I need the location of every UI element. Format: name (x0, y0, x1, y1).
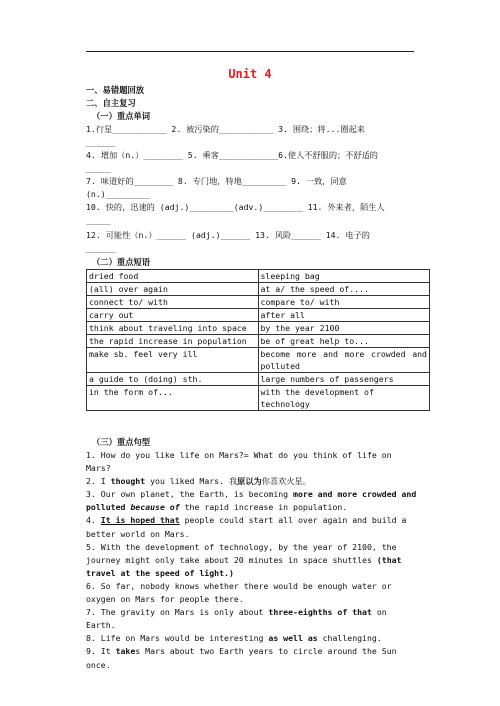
sentence-9-highlight: take (115, 646, 136, 657)
sentences-block (86, 449, 418, 672)
table-row (87, 296, 430, 309)
vocab-line: ______ (86, 243, 116, 253)
phrase-cell: with the development of technology (258, 386, 430, 411)
sentence-9: 9. It takes Mars about two Earth years to circle around the Sun once. (86, 646, 397, 670)
sentence-8-highlight: as well as (268, 633, 318, 644)
phrase-cell: carry out (87, 309, 259, 322)
section-mistake-review: 一、易错题回放 (86, 85, 145, 95)
subsection-key-sentences: （三）重点句型 (92, 437, 151, 447)
phrase-cell: (all) over again (87, 283, 259, 296)
vocab-line: _____ (86, 215, 111, 225)
phrase-cell: think about traveling into space (87, 322, 259, 335)
sentence-3-highlight: more and more crowded and polluted (86, 489, 417, 513)
phrase-cell: the rapid increase in population (87, 335, 259, 348)
sentence-2: 2. I thought you liked Mars. 我原以为你喜欢火星。 (86, 476, 311, 487)
vocab-line: 7. 味道好的________ 8. 专门地，特地_________ 9. 一致，同意 (86, 176, 347, 186)
phrase-cell: sleeping bag (258, 270, 430, 283)
vocab-line: 10. 快的，迅速的 (adj.)_________(adv.)________ 11. 外来者，陌生人 (86, 202, 385, 212)
phrase-cell: a guide to (doing) sth. (87, 373, 259, 386)
subsection-key-phrases: （二）重点短语 (92, 257, 151, 267)
phrases-table (86, 269, 430, 411)
sentence-7: 7. The gravity on Mars is only about three-eighths of that on Earth. (86, 607, 387, 631)
sentence-4-highlight: It is hoped that (100, 515, 180, 526)
phrase-cell: in the form of... (87, 386, 259, 411)
phrase-cell: become more and more crowded and polluted (258, 348, 430, 373)
phrase-cell: dried food (87, 270, 259, 283)
phrase-cell: make sb. feel very ill (87, 348, 259, 373)
vocab-line: (n.)_________ (86, 189, 151, 199)
sentence-2-highlight: thought (110, 476, 146, 487)
section-self-review: 二、自主复习 (86, 98, 136, 108)
sentence-1: 1. How do you like life on Mars?= What do you think of life on Mars? (86, 450, 392, 474)
vocab-line: _____ (86, 163, 111, 173)
table-row (87, 270, 430, 283)
phrase-cell: connect to/ with (87, 296, 259, 309)
vocab-line: 12. 可能性（n.）______ (adj.)______ 13. 风险______ 14. 电子的 (86, 230, 370, 240)
table-row (87, 322, 430, 335)
phrase-cell: be of great help to... (258, 335, 430, 348)
vocab-line: ______ (86, 137, 116, 147)
table-row (87, 309, 430, 322)
phrase-cell: by the year 2100 (258, 322, 430, 335)
table-row (87, 373, 430, 386)
vocab-line: 4. 增加（n.）________ 5. 乘客____________6.使人不舒服的；不舒适的 (86, 150, 378, 160)
phrase-cell: at a/ the speed of.... (258, 283, 430, 296)
sentence-3: 3. Our own planet, the Earth, is becoming more and more crowded and polluted because of the rapid increase in population. (86, 489, 417, 513)
sentence-5: 5. With the development of technology, by the year of 2100, the journey might only take about 20 minutes in space shuttles (that travel at the speed of light.) (86, 541, 402, 578)
phrase-cell: after all (258, 309, 430, 322)
sentence-5-highlight: (that travel at the speed of light.) (86, 554, 402, 578)
sentence-4: 4. It is hoped that people could start all over again and build a better world on Mars. (86, 515, 407, 539)
table-row (87, 283, 430, 296)
sentence-2-cn-highlight: 原以为 (237, 476, 262, 487)
top-rule (86, 51, 414, 52)
sentence-8: 8. Life on Mars would be interesting as well as challenging. (86, 633, 382, 644)
phrase-cell: large numbers of passengers (258, 373, 430, 386)
phrase-cell: compare to/ with (258, 296, 430, 309)
vocab-line: 1.行星___________ 2. 被污染的___________ 3. 围绕；将...圈起来 (86, 124, 365, 134)
page-title: Unit 4 (228, 67, 272, 81)
sentence-6: 6. So far, nobody knows whether there would be enough water or oxygen on Mars for people there. (86, 580, 392, 605)
table-row (87, 348, 430, 373)
sentence-7-highlight: three-eighths of that (268, 607, 372, 618)
subsection-key-words: （一）重点单词 (92, 111, 151, 121)
table-row (87, 335, 430, 348)
table-row (87, 386, 430, 411)
sentence-3-italic: because of (130, 502, 180, 513)
